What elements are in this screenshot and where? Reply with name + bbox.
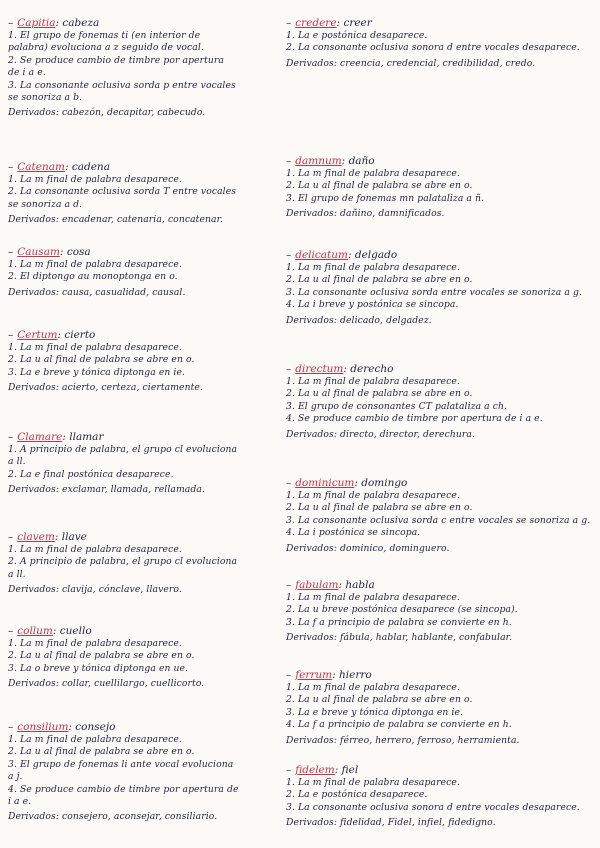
latin-word: Certum: [17, 329, 58, 341]
derivatives-list: fidelidad, Fidel, infiel, fidedigno.: [340, 817, 496, 829]
separator: :: [336, 17, 344, 29]
entry-heading: [286, 248, 598, 262]
derivatives-line: [8, 811, 298, 823]
derivatives-line: [286, 315, 598, 327]
dash-bullet: –: [286, 764, 292, 776]
entry-heading: [286, 362, 598, 376]
entry-heading: [286, 668, 598, 682]
rule-line: 1. El grupo de fonemas ti (en interior de: [8, 30, 201, 41]
latin-word: clavem: [17, 531, 55, 543]
entry-right-6: [286, 668, 598, 747]
entry-right-0: [286, 16, 598, 70]
rule-line: 2. La e postónica desaparece.: [286, 789, 428, 801]
derivatives-label: Derivados:: [8, 107, 60, 119]
rule-line: 1. La m final de palabra desaparece.: [8, 544, 182, 555]
spanish-word: cierto: [64, 329, 96, 341]
entry-right-3: [286, 362, 598, 441]
dash-bullet: –: [8, 431, 14, 443]
separator: :: [62, 431, 70, 443]
entry-heading: [8, 160, 298, 174]
separator: :: [52, 625, 60, 637]
rule-line: 2. La u al final de palabra se abre en o.: [286, 694, 473, 706]
dash-bullet: –: [286, 669, 292, 681]
rule-line: 2. La u breve postónica desaparece (se sincopa).: [286, 604, 518, 616]
derivatives-list: creencia, credencial, credibilidad, credo.: [340, 57, 536, 69]
entry-heading: [286, 154, 598, 168]
rule-line: 1. La m final de palabra desaparece.: [8, 174, 182, 185]
rule-line: 2. La u al final de palabra se abre en o.: [8, 650, 195, 662]
rule-line: 3. El grupo de fonemas li ante vocal evoluciona: [8, 758, 234, 770]
derivatives-list: exclamar, llamada, rellamada.: [62, 484, 205, 496]
separator: :: [57, 329, 65, 341]
separator: :: [55, 17, 63, 29]
rule-line: 2. Se produce cambio de timbre por apertura: [8, 54, 224, 66]
rule-line: 4. Se produce cambio de timbre por apertura de: [8, 783, 239, 795]
spanish-word: llamar: [69, 431, 104, 443]
rule-line: se sonoriza a b.: [8, 92, 83, 104]
rule-line: 3. La f a principio de palabra se convierte en h.: [286, 616, 512, 628]
derivatives-list: cabezón, decapitar, cabecudo.: [62, 107, 206, 119]
rule-line: 2. La u al final de palabra se abre en o.: [286, 388, 473, 400]
entry-right-7: [286, 763, 598, 830]
latin-word: fabulam: [295, 579, 339, 591]
separator: :: [54, 531, 62, 543]
dash-bullet: –: [286, 477, 292, 489]
rule-line: se sonoriza a d.: [8, 198, 83, 210]
rule-line: 2. La consonante oclusiva sorda T entre vocales: [8, 186, 237, 198]
entry-left-0: [8, 16, 298, 120]
derivatives-line: [286, 735, 598, 747]
derivatives-label: Derivados:: [286, 57, 338, 69]
spanish-word: domingo: [361, 477, 408, 489]
dash-bullet: –: [8, 161, 14, 173]
spanish-word: creer: [343, 17, 372, 29]
derivatives-line: [8, 484, 298, 496]
spanish-word: hierro: [339, 669, 372, 681]
rule-line: palabra) evoluciona a z seguido de vocal.: [8, 42, 204, 54]
spanish-word: cosa: [66, 246, 91, 258]
rule-line: 1. La e postónica desaparece.: [286, 30, 428, 41]
rule-line: 1. La m final de palabra desaparece.: [286, 490, 460, 501]
derivatives-list: dañino, damnificados.: [340, 208, 445, 220]
rule-line: 1. La m final de palabra desaparece.: [286, 262, 460, 273]
derivatives-label: Derivados:: [286, 428, 338, 440]
entry-left-2: [8, 245, 298, 299]
latin-word: ferrum: [295, 669, 333, 681]
entry-right-5: [286, 578, 598, 645]
rule-line: a ll.: [8, 568, 26, 580]
derivatives-list: directo, director, derechura.: [340, 428, 475, 440]
derivatives-list: causa, casualidad, causal.: [62, 286, 186, 298]
rule-line: 4. La i breve y postónica se sincopa.: [286, 299, 459, 311]
dash-bullet: –: [8, 721, 14, 733]
separator: :: [343, 363, 351, 375]
derivatives-label: Derivados:: [8, 811, 60, 823]
rule-line: 2. La u al final de palabra se abre en o.: [8, 354, 195, 366]
latin-word: consilium: [17, 721, 69, 733]
separator: :: [68, 721, 76, 733]
spanish-word: cabeza: [62, 17, 100, 29]
entry-left-5: [8, 530, 298, 597]
rule-line: 3. El grupo de consonantes CT palataliza a ch.: [286, 400, 508, 412]
latin-word: Clamare: [17, 431, 63, 443]
rule-line: 2. La consonante oclusiva sonora d entre vocales desaparece.: [286, 42, 580, 54]
entry-heading: [8, 245, 298, 259]
separator: :: [341, 155, 349, 167]
derivatives-line: [286, 543, 598, 555]
rule-line: 3. La o breve y tónica diptonga en ue.: [8, 662, 189, 674]
rule-line: 4. La i postónica se sincopa.: [286, 527, 421, 539]
spanish-word: fiel: [341, 764, 359, 776]
derivatives-line: [8, 107, 298, 119]
rule-line: 4. Se produce cambio de timbre por apertura de i a e.: [286, 413, 543, 425]
latin-word: fidelem: [295, 764, 335, 776]
rule-line: 2. A principio de palabra, el grupo cl evoluciona: [8, 556, 238, 568]
latin-word: directum: [295, 363, 344, 375]
rule-line: 2. El diptongo au monoptonga en o.: [8, 271, 178, 283]
rule-line: 1. La m final de palabra desaparece.: [286, 168, 460, 179]
entry-heading: [8, 328, 298, 342]
rule-line: 3. La e breve y tónica diptonga en ie.: [286, 706, 464, 718]
entry-left-3: [8, 328, 298, 395]
derivatives-list: consejero, aconsejar, consiliario.: [62, 811, 218, 823]
rule-line: 2. La u al final de palabra se abre en o.: [286, 274, 473, 286]
rule-line: a ll.: [8, 456, 26, 468]
rule-line: 3. La consonante oclusiva sonora d entre vocales desaparece.: [286, 801, 580, 813]
rule-line: 3. La consonante oclusiva sorda entre vocales se sonoriza a g.: [286, 286, 582, 298]
spanish-word: cadena: [71, 161, 110, 173]
entry-right-4: [286, 476, 598, 555]
derivatives-label: Derivados:: [286, 208, 338, 220]
separator: :: [64, 161, 72, 173]
spanish-word: daño: [348, 155, 375, 167]
derivatives-line: [8, 287, 298, 299]
dash-bullet: –: [8, 246, 14, 258]
rule-line: 1. La m final de palabra desaparece.: [8, 734, 182, 745]
latin-word: Catenam: [17, 161, 65, 173]
rule-line: 2. La u al final de palabra se abre en o.: [286, 180, 473, 192]
derivatives-line: [286, 817, 598, 829]
derivatives-label: Derivados:: [8, 584, 60, 596]
derivatives-line: [8, 584, 298, 596]
entry-heading: [286, 16, 598, 30]
dash-bullet: –: [286, 249, 292, 261]
latin-word: Capitia: [17, 17, 56, 29]
derivatives-label: Derivados:: [286, 632, 338, 644]
derivatives-line: [8, 214, 298, 226]
rule-line: 1. La m final de palabra desaparece.: [286, 592, 460, 603]
derivatives-list: delicado, delgadez.: [340, 314, 432, 326]
derivatives-label: Derivados:: [286, 734, 338, 746]
spanish-word: consejo: [75, 721, 116, 733]
latin-word: dominicum: [295, 477, 355, 489]
derivatives-label: Derivados:: [8, 678, 60, 690]
spanish-word: llave: [61, 531, 87, 543]
latin-word: Causam: [17, 246, 60, 258]
derivatives-list: férreo, herrero, ferroso, herramienta.: [340, 734, 520, 746]
derivatives-line: [8, 382, 298, 394]
entry-heading: [8, 430, 298, 444]
derivatives-label: Derivados:: [8, 484, 60, 496]
dash-bullet: –: [8, 625, 14, 637]
dash-bullet: –: [8, 329, 14, 341]
entry-heading: [286, 476, 598, 490]
entry-heading: [8, 16, 298, 30]
entry-heading: [286, 763, 598, 777]
rule-line: 2. La e final postónica desaparece.: [8, 468, 174, 480]
entry-heading: [8, 624, 298, 638]
dash-bullet: –: [8, 531, 14, 543]
derivatives-list: clavija, cónclave, llavero.: [62, 584, 182, 596]
derivatives-label: Derivados:: [8, 214, 60, 226]
entry-left-7: [8, 720, 298, 824]
derivatives-list: dominico, dominguero.: [340, 542, 450, 554]
rule-line: 1. La m final de palabra desaparece.: [286, 682, 460, 693]
separator: :: [347, 249, 355, 261]
rule-line: 1. La m final de palabra desaparece.: [286, 376, 460, 387]
rule-line: a j.: [8, 771, 23, 783]
rule-line: 1. La m final de palabra desaparece.: [8, 259, 182, 270]
derivatives-line: [286, 208, 598, 220]
derivatives-list: encadenar, catenaria, concatenar.: [62, 214, 224, 226]
spanish-word: derecho: [350, 363, 394, 375]
rule-line: i a e.: [8, 796, 32, 808]
separator: :: [334, 764, 342, 776]
spanish-word: habla: [345, 579, 375, 591]
entry-left-1: [8, 160, 298, 227]
latin-word: delicatum: [295, 249, 348, 261]
entry-heading: [8, 530, 298, 544]
derivatives-line: [286, 58, 598, 70]
entry-right-2: [286, 248, 598, 327]
entry-heading: [8, 720, 298, 734]
dash-bullet: –: [286, 17, 292, 29]
separator: :: [59, 246, 67, 258]
derivatives-label: Derivados:: [8, 382, 60, 394]
derivatives-list: acierto, certeza, ciertamente.: [62, 382, 203, 394]
separator: :: [338, 579, 346, 591]
rule-line: 3. La consonante oclusiva sorda p entre vocales: [8, 79, 236, 91]
derivatives-list: collar, cuellilargo, cuellicorto.: [62, 678, 205, 690]
dash-bullet: –: [286, 579, 292, 591]
derivatives-line: [286, 429, 598, 441]
spanish-word: delgado: [354, 249, 398, 261]
entry-heading: [286, 578, 598, 592]
dash-bullet: –: [8, 17, 14, 29]
derivatives-list: fábula, hablar, hablante, confabular.: [340, 632, 513, 644]
derivatives-line: [8, 678, 298, 690]
entry-left-4: [8, 430, 298, 497]
dash-bullet: –: [286, 363, 292, 375]
rule-line: 3. El grupo de fonemas mn palataliza a ñ.: [286, 192, 485, 204]
separator: :: [332, 669, 339, 681]
rule-line: 2. La u al final de palabra se abre en o.: [286, 502, 473, 514]
rule-line: 1. La m final de palabra desaparece.: [286, 777, 460, 788]
rule-line: de i a e.: [8, 67, 46, 79]
rule-line: 4. La f a principio de palabra se convierte en h.: [286, 719, 512, 731]
derivatives-label: Derivados:: [286, 314, 338, 326]
rule-line: 3. La consonante oclusiva sorda c entre vocales se sonoriza a g.: [286, 514, 591, 526]
rule-line: 1. La m final de palabra desaparece.: [8, 638, 182, 649]
latin-word: collum: [17, 625, 53, 637]
spanish-word: cuello: [59, 625, 92, 637]
entry-left-6: [8, 624, 298, 691]
rule-line: 1. A principio de palabra, el grupo cl evoluciona: [8, 444, 238, 455]
dash-bullet: –: [286, 155, 292, 167]
derivatives-label: Derivados:: [286, 542, 338, 554]
derivatives-line: [286, 632, 598, 644]
derivatives-label: Derivados:: [286, 817, 338, 829]
rule-line: 2. La u al final de palabra se abre en o.: [8, 746, 195, 758]
rule-line: 3. La e breve y tónica diptonga en ie.: [8, 366, 186, 378]
separator: :: [354, 477, 362, 489]
rule-line: 1. La m final de palabra desaparece.: [8, 342, 182, 353]
entry-right-1: [286, 154, 598, 221]
derivatives-label: Derivados:: [8, 286, 60, 298]
latin-word: credere: [295, 17, 337, 29]
latin-word: damnum: [295, 155, 342, 167]
